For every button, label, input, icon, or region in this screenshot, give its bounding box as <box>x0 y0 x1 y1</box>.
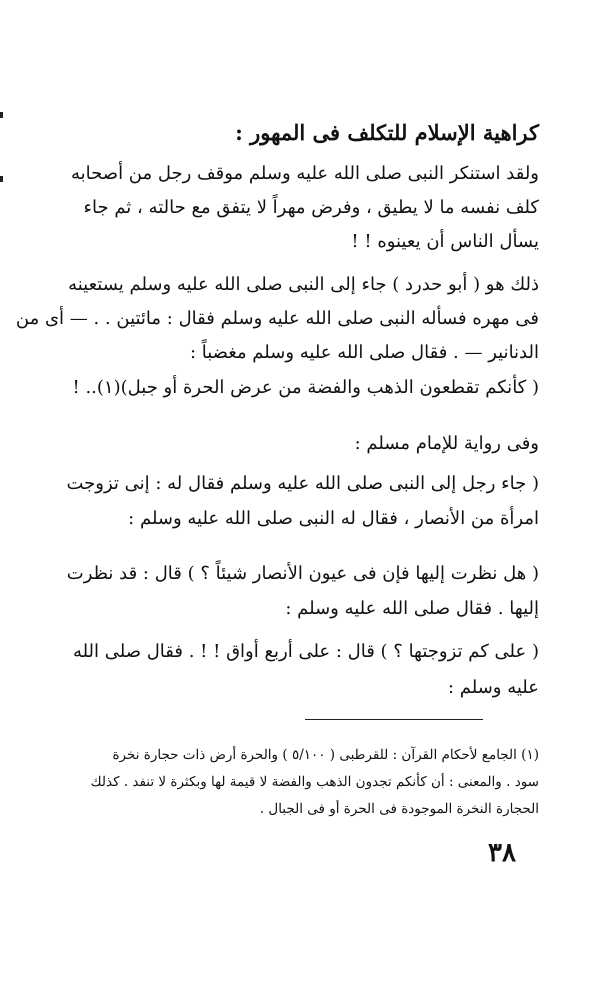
body-line: ذلك هو ( أبو حدرد ) جاء إلى النبى صلى الله عليه وسلم يستعينه <box>68 274 539 295</box>
quote-line: ( على كم تزوجتها ؟ ) قال : على أربع أواق ! ! . فقال صلى الله <box>72 641 539 662</box>
footnote-line: الحجارة النخرة الموجودة فى الحرة أو فى الجبال . <box>259 801 539 817</box>
footnote-divider <box>305 719 483 720</box>
scan-edge-mark <box>0 112 3 118</box>
body-line: الدنانير — . فقال صلى الله عليه وسلم مغضباً : <box>189 342 539 363</box>
page-number: ٣٨ <box>488 838 516 868</box>
quote-line: ( جاء رجل إلى النبى صلى الله عليه وسلم فقال له : إنى تزوجت <box>66 473 539 494</box>
quote-line: عليه وسلم : <box>447 677 539 698</box>
body-line: ولقد استنكر النبى صلى الله عليه وسلم موقف رجل من أصحابه <box>71 163 539 184</box>
body-line: فى مهره فسأله النبى صلى الله عليه وسلم فقال : مائتين . . — أى من <box>15 308 539 329</box>
quote-line: امرأة من الأنصار ، فقال له النبى صلى الله عليه وسلم : <box>128 508 539 529</box>
body-line: يسأل الناس أن يعينوه ! ! <box>351 231 539 252</box>
scan-edge-mark <box>0 176 3 182</box>
footnote-line: سود . والمعنى : أن كأنكم تجدون الذهب والفضة لا قيمة لها وبكثرة لا تنفد . كذلك <box>90 774 539 790</box>
section-heading: كراهية الإسلام للتكلف فى المهور : <box>235 120 539 145</box>
body-line: كلف نفسه ما لا يطيق ، وفرض مهراً لا يتفق مع حالته ، ثم جاء <box>83 197 539 218</box>
quote-line: إليها . فقال صلى الله عليه وسلم : <box>285 598 539 619</box>
quote-line: ( كأنكم تقطعون الذهب والفضة من عرض الحرة أو جبل)(١).. ! <box>72 377 539 398</box>
quote-line: ( هل نظرت إليها فإن فى عيون الأنصار شيئاً ؟ ) قال : قد نظرت <box>66 563 539 584</box>
body-line: وفى رواية للإمام مسلم : <box>354 433 539 454</box>
footnote-line: (١) الجامع لأحكام القرآن : للقرطبى ( ٥/١٠٠ ) والحرة أرض ذات حجارة نخرة <box>112 747 539 763</box>
